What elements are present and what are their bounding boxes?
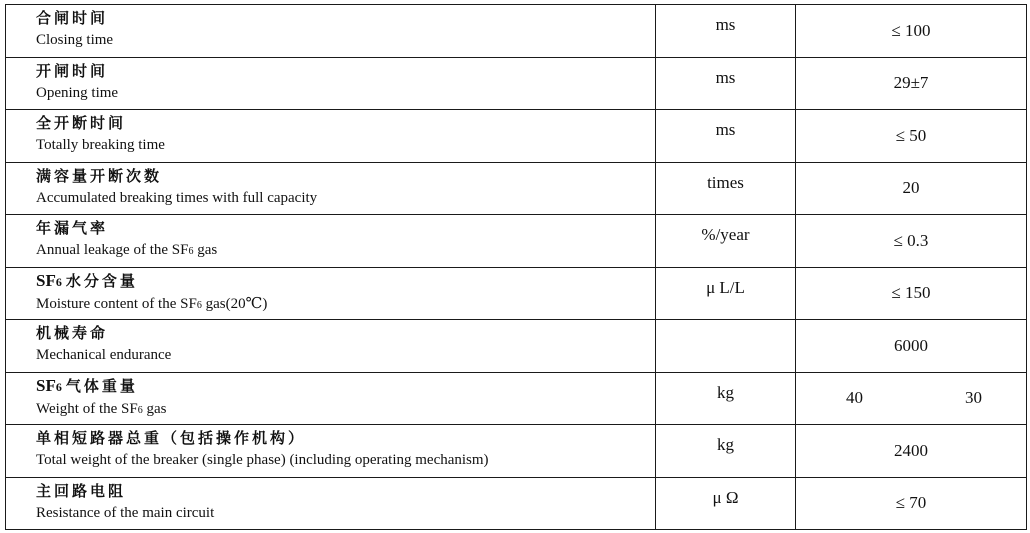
parameter-cell xyxy=(6,215,656,268)
parameter-name-zh: 开闸时间 xyxy=(36,61,109,80)
table-row xyxy=(6,425,1027,478)
parameter-name-en: Accumulated breaking times with full capacity xyxy=(36,189,318,206)
parameter-name-zh: 年漏气率 xyxy=(36,219,109,237)
parameter-name-en: Mechanical endurance xyxy=(36,347,172,363)
parameter-cell xyxy=(6,110,656,163)
value-left: 40 xyxy=(846,388,863,408)
spec-table xyxy=(5,4,1027,530)
sf6-label: SF6 xyxy=(36,375,62,395)
unit-cell: %/year xyxy=(656,215,796,268)
parameter-name-en: Weight of the SF6 gas xyxy=(36,400,167,417)
parameter-name-zh: 全开断时间 xyxy=(36,114,127,132)
value-cell: 2400 xyxy=(796,425,1027,478)
unit-cell: μ Ω xyxy=(656,477,796,530)
table-row xyxy=(6,110,1027,163)
table-row xyxy=(6,57,1027,110)
sf6-label: SF6 xyxy=(36,270,62,290)
value-cell: ≤ 150 xyxy=(796,267,1027,320)
parameter-name-zh: 单相短路器总重（包括操作机构） xyxy=(36,429,307,447)
table-row xyxy=(6,5,1027,58)
unit-cell xyxy=(656,320,796,373)
value-cell: ≤ 100 xyxy=(796,5,1027,58)
unit-cell: μ L/L xyxy=(656,267,796,320)
table-row xyxy=(6,267,1027,320)
value-cell: 20 xyxy=(796,162,1027,215)
value-right: 30 xyxy=(965,388,982,408)
parameter-name-en: Opening time xyxy=(36,84,119,101)
parameter-name-en: Totally breaking time xyxy=(36,137,165,153)
value-cell: ≤ 70 xyxy=(796,477,1027,530)
parameter-name-zh: SF6 水分含量 xyxy=(36,270,138,290)
table-row xyxy=(6,162,1027,215)
parameter-name-zh: 合闸时间 xyxy=(36,9,109,27)
parameter-name-en: Annual leakage of the SF6 gas xyxy=(36,242,218,258)
parameter-cell xyxy=(6,477,656,530)
parameter-name-zh: 机械寿命 xyxy=(36,324,109,342)
table-row xyxy=(6,215,1027,268)
parameter-cell xyxy=(6,425,656,478)
value-cell: 29±7 xyxy=(796,57,1027,110)
parameter-name-zh: 满容量开断次数 xyxy=(36,166,163,185)
table-row xyxy=(6,372,1027,425)
split-values xyxy=(796,388,1026,408)
unit-cell: ms xyxy=(656,110,796,163)
parameter-cell xyxy=(6,320,656,373)
parameter-name-en: Closing time xyxy=(36,32,114,48)
parameter-name-en: Moisture content of the SF6 gas(20℃) xyxy=(36,295,268,312)
parameter-name-zh: 主回路电阻 xyxy=(36,481,127,500)
value-cell: ≤ 50 xyxy=(796,110,1027,163)
parameter-name-en: Resistance of the main circuit xyxy=(36,504,215,521)
table-row xyxy=(6,477,1027,530)
parameter-name-en: Total weight of the breaker (single phase) (including operating mechanism) xyxy=(36,452,489,468)
parameter-name-zh: SF6 气体重量 xyxy=(36,375,138,395)
parameter-cell xyxy=(6,5,656,58)
value-cell xyxy=(796,372,1027,425)
unit-cell: times xyxy=(656,162,796,215)
table-row xyxy=(6,320,1027,373)
parameter-cell xyxy=(6,162,656,215)
unit-cell: ms xyxy=(656,57,796,110)
parameter-cell xyxy=(6,57,656,110)
value-cell: 6000 xyxy=(796,320,1027,373)
unit-cell: kg xyxy=(656,372,796,425)
unit-cell: ms xyxy=(656,5,796,58)
parameter-cell xyxy=(6,372,656,425)
unit-cell: kg xyxy=(656,425,796,478)
value-cell: ≤ 0.3 xyxy=(796,215,1027,268)
parameter-cell xyxy=(6,267,656,320)
